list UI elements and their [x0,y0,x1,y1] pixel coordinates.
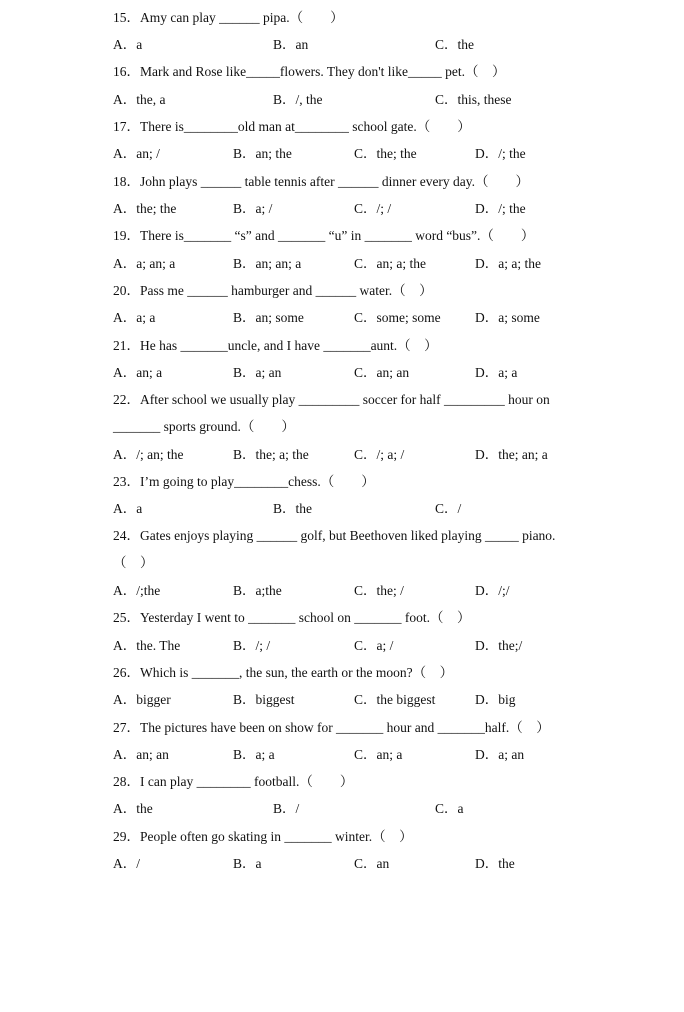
question-22 [0,386,684,413]
option-b[interactable]: B．biggest [233,692,295,707]
option-a[interactable]: A．an; an [113,747,169,762]
options-18 [0,195,684,222]
question-text: 27．The pictures have been on show for _______ hour and _______half.（ ） [113,720,550,735]
question-20 [0,277,684,304]
question-26 [0,659,684,686]
option-a[interactable]: A．the [113,801,153,816]
option-c[interactable]: C．a [435,801,464,816]
question-17 [0,113,684,140]
option-c[interactable]: C．the biggest [354,692,436,707]
option-b[interactable]: B．/ [273,801,300,816]
options-17 [0,140,684,167]
option-a[interactable]: A．a; an; a [113,256,176,271]
question-15 [0,4,684,31]
options-16 [0,86,684,113]
option-b[interactable]: B．a; a [233,747,275,762]
question-29 [0,823,684,850]
option-a[interactable]: A．the, a [113,92,166,107]
option-d[interactable]: D．/; the [475,201,526,216]
option-d[interactable]: D．a; a; the [475,256,541,271]
option-d[interactable]: D．/; the [475,146,526,161]
option-c[interactable]: C．an; a [354,747,403,762]
options-22 [0,441,684,468]
question-text: 22．After school we usually play _________ soccer for half _________ hour on [113,392,550,407]
option-a[interactable]: A．the. The [113,638,181,653]
option-c[interactable]: C．a; / [354,638,394,653]
option-a[interactable]: A．a [113,501,143,516]
option-c[interactable]: C．the; the [354,146,417,161]
question-27 [0,714,684,741]
question-text: 21．He has _______uncle, and I have _______aunt.（ ） [113,338,438,353]
option-d[interactable]: D．/;/ [475,583,510,598]
option-b[interactable]: B．/, the [273,92,323,107]
question-text-continued: （ ） [113,555,154,570]
question-text: 28．I can play ________ football.（ ） [113,774,354,789]
option-a[interactable]: A．/;the [113,583,161,598]
options-25 [0,632,684,659]
option-a[interactable]: A．/ [113,856,140,871]
question-text: 18．John plays ______ table tennis after ______ dinner every day.（ ） [113,174,530,189]
question-16 [0,58,684,85]
options-19 [0,250,684,277]
options-26 [0,686,684,713]
options-27 [0,741,684,768]
question-21 [0,332,684,359]
option-b[interactable]: B．an; some [233,310,304,325]
question-text: 17．There is________old man at________ school gate.（ ） [113,119,471,134]
option-b[interactable]: B．the; a; the [233,447,309,462]
option-d[interactable]: D．a; some [475,310,540,325]
option-d[interactable]: D．the;/ [475,638,523,653]
option-a[interactable]: A．a [113,37,143,52]
options-24 [0,577,684,604]
question-28 [0,768,684,795]
question-text: 25．Yesterday I went to _______ school on _______ foot.（ ） [113,610,471,625]
option-b[interactable]: B．a; / [233,201,273,216]
option-c[interactable]: C．some; some [354,310,441,325]
option-a[interactable]: A．the; the [113,201,177,216]
question-text: 16．Mark and Rose like_____flowers. They don't like_____ pet.（ ） [113,64,506,79]
option-c[interactable]: C．/; a; / [354,447,405,462]
option-c[interactable]: C．/ [435,501,462,516]
option-b[interactable]: B．an; an; a [233,256,302,271]
question-23 [0,468,684,495]
option-c[interactable]: C．the; / [354,583,404,598]
option-c[interactable]: C．an; an [354,365,410,380]
option-b[interactable]: B．a [233,856,262,871]
option-c[interactable]: C．this, these [435,92,512,107]
option-a[interactable]: A．an; a [113,365,163,380]
question-text: 20．Pass me ______ hamburger and ______ water.（ ） [113,283,433,298]
question-25 [0,604,684,631]
question-19 [0,222,684,249]
question-text: 19．There is_______ “s” and _______ “u” in _______ word “bus”.（ ） [113,228,535,243]
question-text: 26．Which is _______, the sun, the earth or the moon?（ ） [113,665,454,680]
question-22-continuation [0,413,684,440]
option-a[interactable]: A．bigger [113,692,171,707]
option-c[interactable]: C．/; / [354,201,392,216]
option-b[interactable]: B．the [273,501,312,516]
options-21 [0,359,684,386]
option-b[interactable]: B．a; an [233,365,282,380]
option-b[interactable]: B．/; / [233,638,271,653]
option-d[interactable]: D．the [475,856,515,871]
option-d[interactable]: D．a; a [475,365,518,380]
option-a[interactable]: A．/; an; the [113,447,184,462]
question-24 [0,522,684,549]
options-23 [0,495,684,522]
options-28 [0,795,684,822]
question-text: 29．People often go skating in _______ winter.（ ） [113,829,413,844]
option-a[interactable]: A．an; / [113,146,160,161]
question-18 [0,168,684,195]
option-b[interactable]: B．a;the [233,583,282,598]
option-d[interactable]: D．big [475,692,516,707]
option-d[interactable]: D．a; an [475,747,525,762]
question-text: 24．Gates enjoys playing ______ golf, but Beethoven liked playing _____ piano. [113,528,556,543]
options-15 [0,31,684,58]
option-c[interactable]: C．an [354,856,390,871]
question-text: 15．Amy can play ______ pipa.（ ） [113,10,344,25]
option-d[interactable]: D．the; an; a [475,447,548,462]
option-c[interactable]: C．the [435,37,474,52]
option-b[interactable]: B．an; the [233,146,292,161]
option-b[interactable]: B．an [273,37,309,52]
question-24-continuation [0,549,684,576]
option-c[interactable]: C．an; a; the [354,256,426,271]
options-20 [0,304,684,331]
option-a[interactable]: A．a; a [113,310,156,325]
question-text-continued: _______ sports ground.（ ） [113,419,295,434]
options-29 [0,850,684,877]
question-text: 23．I’m going to play________chess.（ ） [113,474,375,489]
